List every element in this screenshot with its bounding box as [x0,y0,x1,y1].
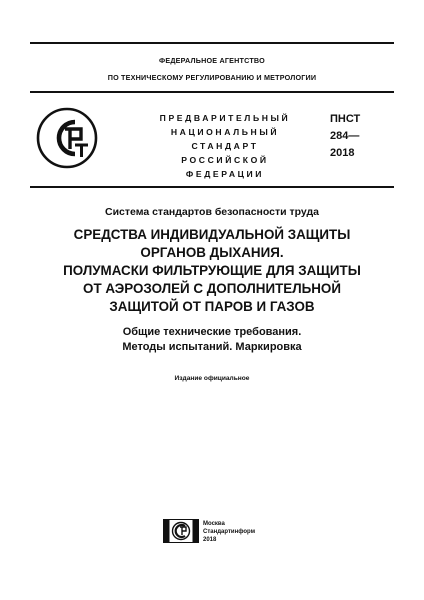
standards-system: Система стандартов безопасности труда [104,206,320,218]
gost-r-certification-icon [36,107,98,169]
standard-rule [30,186,394,188]
standard-number [330,111,390,162]
standard-type-line: ФЕДЕРАЦИИ [185,169,265,179]
title-line: ЗАЩИТОЙ ОТ ПАРОВ И ГАЗОВ [109,299,315,314]
title-line: ОРГАНОВ ДЫХАНИЯ. [140,245,284,260]
publisher-info [203,520,273,544]
subtitle-line: Методы испытаний. Маркировка [122,341,302,353]
standard-type-line: СТАНДАРТ [191,141,259,151]
subtitle-line: Общие технические требования. [122,326,302,338]
agency-line-1: ФЕДЕРАЛЬНОЕ АГЕНТСТВО [159,56,265,65]
edition-label: Издание официальное [174,375,250,382]
standard-year: 2018 [330,147,355,159]
standard-type [145,111,305,181]
top-rule [30,42,394,44]
standard-type-line: НАЦИОНАЛЬНЫЙ [170,127,280,137]
standard-type-line: ПРЕДВАРИТЕЛЬНЫЙ [159,113,291,123]
standard-number-value: 284— [330,130,360,142]
title-line: ОТ АЭРОЗОЛЕЙ С ДОПОЛНИТЕЛЬНОЙ [83,281,341,296]
publisher-year: 2018 [203,537,217,543]
agency-line-2: ПО ТЕХНИЧЕСКОМУ РЕГУЛИРОВАНИЮ И МЕТРОЛОГИИ [107,73,317,82]
standard-designation: ПНСТ [330,113,361,125]
publisher-name: Стандартинформ [203,529,256,535]
title-line: СРЕДСТВА ИНДИВИДУАЛЬНОЙ ЗАЩИТЫ [73,227,351,242]
title-line: ПОЛУМАСКИ ФИЛЬТРУЮЩИЕ ДЛЯ ЗАЩИТЫ [63,263,361,278]
standard-type-line: РОССИЙСКОЙ [181,155,269,165]
header-rule [30,91,394,93]
document-subtitle [0,325,424,355]
document-title [0,226,424,316]
publisher-city: Москва [203,521,225,527]
standartinform-logo-icon [163,519,199,543]
